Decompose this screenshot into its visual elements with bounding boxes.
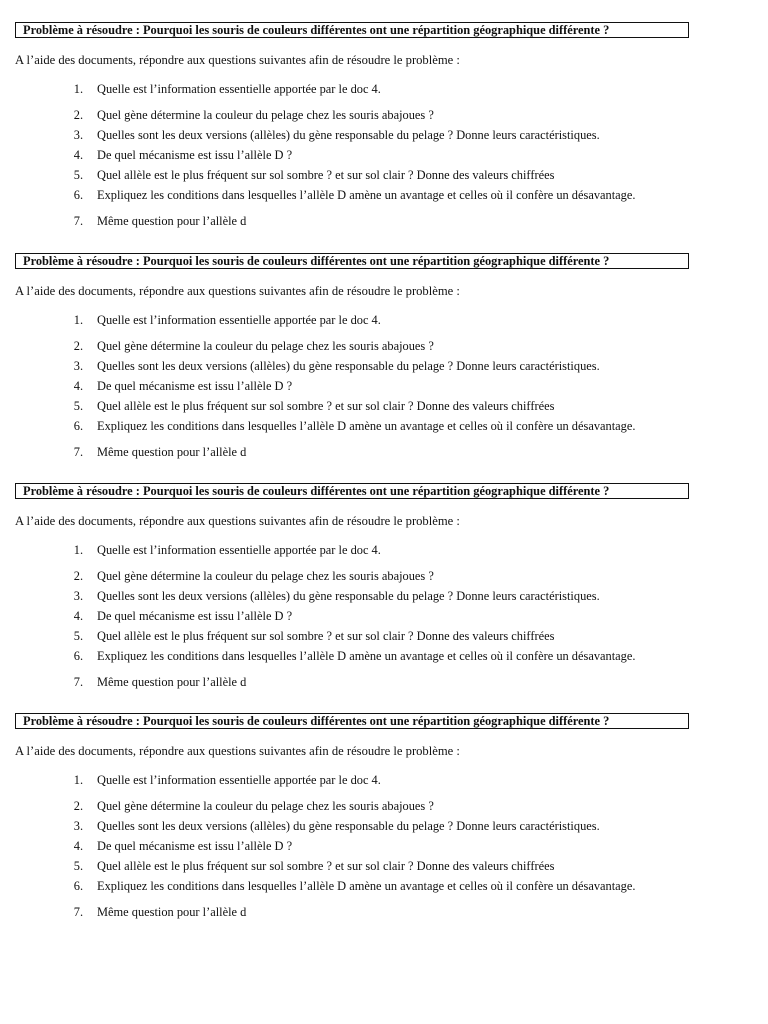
question-text: Quelles sont les deux versions (allèles) du gène responsable du pelage ? Donne leurs caractéristiques. [97, 128, 600, 142]
instructions: A l’aide des documents, répondre aux questions suivantes afin de résoudre le problème : [15, 514, 460, 528]
problem-statement: Problème à résoudre : Pourquoi les souris de couleurs différentes ont une répartition géographique différente ? [15, 713, 689, 729]
question-number: 1 [73, 543, 80, 557]
question-text: Quel gène détermine la couleur du pelage chez les souris abajoues ? [97, 339, 434, 353]
instructions: A l’aide des documents, répondre aux questions suivantes afin de résoudre le problème : [15, 744, 460, 758]
question-number: 4 [73, 148, 80, 162]
instructions: A l’aide des documents, répondre aux questions suivantes afin de résoudre le problème : [15, 53, 460, 67]
problem-statement: Problème à résoudre : Pourquoi les souris de couleurs différentes ont une répartition géographique différente ? [15, 22, 689, 38]
question-text: Quel gène détermine la couleur du pelage chez les souris abajoues ? [97, 799, 434, 813]
question-number: 7 [73, 675, 80, 689]
question-text: Quel allèle est le plus fréquent sur sol sombre ? et sur sol clair ? Donne des valeurs chiffrées [97, 168, 555, 182]
question-text: Même question pour l’allèle d [97, 905, 247, 919]
question-number: 2 [73, 339, 80, 353]
question-text: Expliquez les conditions dans lesquelles l’allèle D amène un avantage et celles où il confère un désavantage. [97, 879, 636, 893]
question-number: 6 [73, 419, 80, 433]
question-text: Quelle est l’information essentielle apportée par le doc 4. [97, 773, 381, 787]
question-item: 4 . De quel mécanisme est issu l’allèle D ? [0, 609, 768, 624]
question-number: 5 [73, 859, 80, 873]
question-number: 3 [73, 819, 80, 833]
question-text: Quel allèle est le plus fréquent sur sol sombre ? et sur sol clair ? Donne des valeurs chiffrées [97, 629, 555, 643]
question-item: 6 . Expliquez les conditions dans lesquelles l’allèle D amène un avantage et celles où il confère un désavantage. [0, 188, 768, 203]
question-text: Expliquez les conditions dans lesquelles l’allèle D amène un avantage et celles où il confère un désavantage. [97, 649, 636, 663]
question-number: 4 [73, 379, 80, 393]
question-number: 7 [73, 445, 80, 459]
problem-statement: Problème à résoudre : Pourquoi les souris de couleurs différentes ont une répartition géographique différente ? [15, 483, 689, 499]
question-text: Quelle est l’information essentielle apportée par le doc 4. [97, 82, 381, 96]
question-item: 1 . Quelle est l’information essentielle apportée par le doc 4. [0, 543, 768, 558]
question-text: Quel gène détermine la couleur du pelage chez les souris abajoues ? [97, 569, 434, 583]
question-number: 3 [73, 589, 80, 603]
question-item: 2 . Quel gène détermine la couleur du pelage chez les souris abajoues ? [0, 108, 768, 123]
question-number: 7 [73, 905, 80, 919]
question-text: Quelles sont les deux versions (allèles) du gène responsable du pelage ? Donne leurs caractéristiques. [97, 819, 600, 833]
question-item: 7 . Même question pour l’allèle d [0, 445, 768, 460]
question-item: 7 . Même question pour l’allèle d [0, 905, 768, 920]
question-number: 2 [73, 569, 80, 583]
question-item: 1 . Quelle est l’information essentielle apportée par le doc 4. [0, 82, 768, 97]
question-item: 3 . Quelles sont les deux versions (allèles) du gène responsable du pelage ? Donne leurs caractéristiques. [0, 819, 768, 834]
question-text: De quel mécanisme est issu l’allèle D ? [97, 609, 293, 623]
question-text: Quel gène détermine la couleur du pelage chez les souris abajoues ? [97, 108, 434, 122]
question-number: 6 [73, 649, 80, 663]
question-number: 5 [73, 629, 80, 643]
question-item: 5 . Quel allèle est le plus fréquent sur sol sombre ? et sur sol clair ? Donne des valeurs chiffrées [0, 629, 768, 644]
question-text: Expliquez les conditions dans lesquelles l’allèle D amène un avantage et celles où il confère un désavantage. [97, 188, 636, 202]
question-number: 2 [73, 799, 80, 813]
question-block [0, 22, 768, 252]
question-item: 6 . Expliquez les conditions dans lesquelles l’allèle D amène un avantage et celles où il confère un désavantage. [0, 879, 768, 894]
question-number: 3 [73, 128, 80, 142]
question-block [0, 483, 768, 713]
question-text: Quelle est l’information essentielle apportée par le doc 4. [97, 313, 381, 327]
question-number: 6 [73, 879, 80, 893]
question-item: 7 . Même question pour l’allèle d [0, 675, 768, 690]
question-text: Quelles sont les deux versions (allèles) du gène responsable du pelage ? Donne leurs caractéristiques. [97, 359, 600, 373]
question-number: 6 [73, 188, 80, 202]
question-block [0, 713, 768, 943]
question-text: Quel allèle est le plus fréquent sur sol sombre ? et sur sol clair ? Donne des valeurs chiffrées [97, 859, 555, 873]
question-item: 3 . Quelles sont les deux versions (allèles) du gène responsable du pelage ? Donne leurs caractéristiques. [0, 128, 768, 143]
question-text: Quelle est l’information essentielle apportée par le doc 4. [97, 543, 381, 557]
question-item: 6 . Expliquez les conditions dans lesquelles l’allèle D amène un avantage et celles où il confère un désavantage. [0, 649, 768, 664]
question-item: 2 . Quel gène détermine la couleur du pelage chez les souris abajoues ? [0, 339, 768, 354]
question-number: 3 [73, 359, 80, 373]
question-text: Même question pour l’allèle d [97, 445, 247, 459]
question-number: 2 [73, 108, 80, 122]
question-list [0, 713, 768, 943]
question-list [0, 22, 768, 252]
question-number: 1 [73, 313, 80, 327]
question-item: 6 . Expliquez les conditions dans lesquelles l’allèle D amène un avantage et celles où il confère un désavantage. [0, 419, 768, 434]
question-item: 4 . De quel mécanisme est issu l’allèle D ? [0, 839, 768, 854]
question-text: De quel mécanisme est issu l’allèle D ? [97, 379, 293, 393]
question-item: 1 . Quelle est l’information essentielle apportée par le doc 4. [0, 773, 768, 788]
question-number: 1 [73, 773, 80, 787]
question-item: 5 . Quel allèle est le plus fréquent sur sol sombre ? et sur sol clair ? Donne des valeurs chiffrées [0, 168, 768, 183]
question-item: 3 . Quelles sont les deux versions (allèles) du gène responsable du pelage ? Donne leurs caractéristiques. [0, 589, 768, 604]
question-text: De quel mécanisme est issu l’allèle D ? [97, 839, 293, 853]
question-text: Quel allèle est le plus fréquent sur sol sombre ? et sur sol clair ? Donne des valeurs chiffrées [97, 399, 555, 413]
question-list [0, 483, 768, 713]
question-item: 4 . De quel mécanisme est issu l’allèle D ? [0, 148, 768, 163]
problem-statement: Problème à résoudre : Pourquoi les souris de couleurs différentes ont une répartition géographique différente ? [15, 253, 689, 269]
question-number: 4 [73, 839, 80, 853]
question-text: Expliquez les conditions dans lesquelles l’allèle D amène un avantage et celles où il confère un désavantage. [97, 419, 636, 433]
question-block [0, 253, 768, 483]
question-number: 4 [73, 609, 80, 623]
question-item: 3 . Quelles sont les deux versions (allèles) du gène responsable du pelage ? Donne leurs caractéristiques. [0, 359, 768, 374]
question-list [0, 253, 768, 483]
question-text: Même question pour l’allèle d [97, 214, 247, 228]
question-number: 5 [73, 168, 80, 182]
question-text: De quel mécanisme est issu l’allèle D ? [97, 148, 293, 162]
question-text: Quelles sont les deux versions (allèles) du gène responsable du pelage ? Donne leurs caractéristiques. [97, 589, 600, 603]
question-item: 5 . Quel allèle est le plus fréquent sur sol sombre ? et sur sol clair ? Donne des valeurs chiffrées [0, 859, 768, 874]
question-number: 1 [73, 82, 80, 96]
question-item: 4 . De quel mécanisme est issu l’allèle D ? [0, 379, 768, 394]
question-item: 1 . Quelle est l’information essentielle apportée par le doc 4. [0, 313, 768, 328]
question-item: 5 . Quel allèle est le plus fréquent sur sol sombre ? et sur sol clair ? Donne des valeurs chiffrées [0, 399, 768, 414]
question-item: 7 . Même question pour l’allèle d [0, 214, 768, 229]
question-item: 2 . Quel gène détermine la couleur du pelage chez les souris abajoues ? [0, 569, 768, 584]
question-number: 5 [73, 399, 80, 413]
question-item: 2 . Quel gène détermine la couleur du pelage chez les souris abajoues ? [0, 799, 768, 814]
question-text: Même question pour l’allèle d [97, 675, 247, 689]
instructions: A l’aide des documents, répondre aux questions suivantes afin de résoudre le problème : [15, 284, 460, 298]
question-number: 7 [73, 214, 80, 228]
